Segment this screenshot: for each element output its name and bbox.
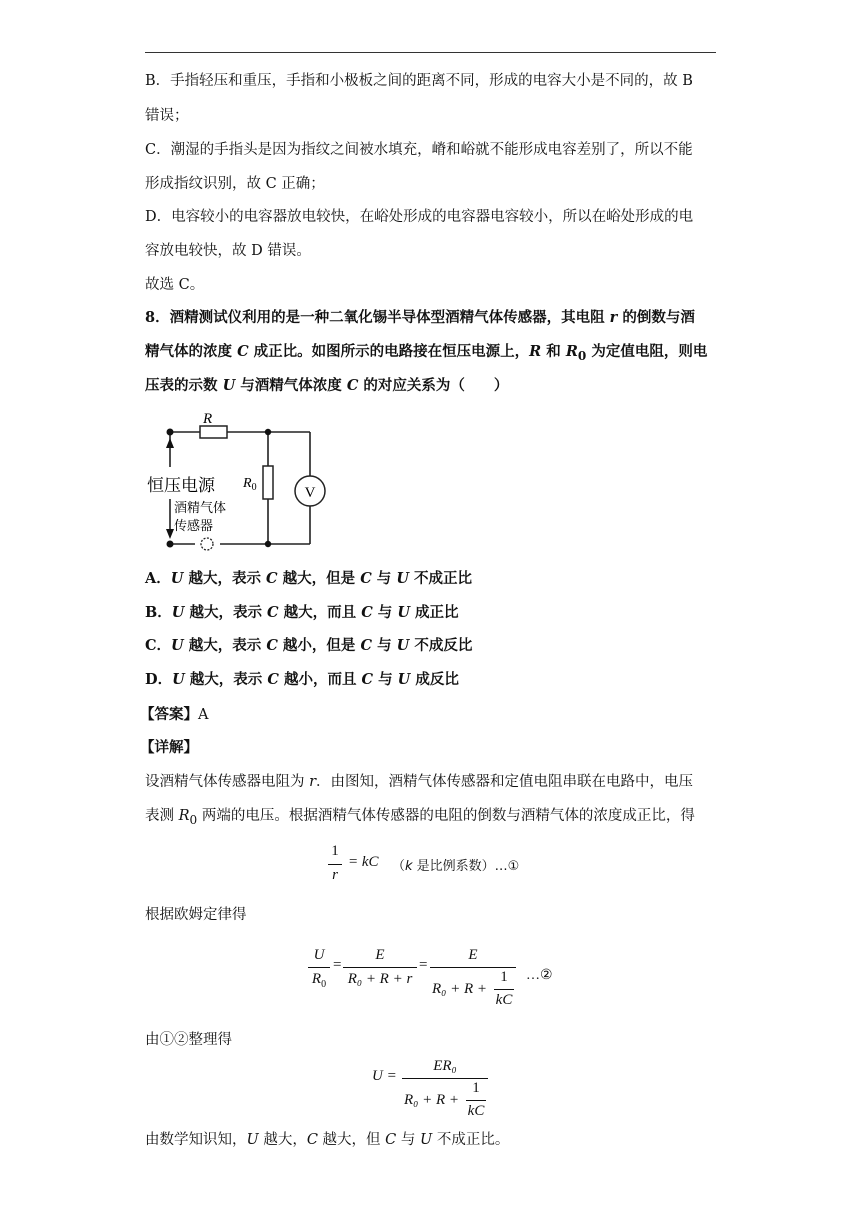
eq2-mid-num: E (375, 947, 385, 963)
eq2-rhs-den: R₀ + R + (432, 981, 488, 997)
header-rule (145, 52, 716, 53)
circuit-diagram (145, 405, 345, 555)
eq1-rhs: = kC (348, 854, 379, 870)
explain-label: 【详解】 (140, 739, 198, 756)
eq3-lhs: U = (372, 1068, 397, 1084)
resistor-r (200, 426, 227, 438)
resistor-r0 (263, 466, 273, 499)
prev-option-c-line2: 形成指纹识别，故 C 正确； (145, 176, 325, 192)
eq3-inner-num: 1 (472, 1080, 480, 1096)
arrow-down-icon (166, 529, 174, 539)
sensor-icon (201, 538, 213, 550)
equation-2: U $R_0$ = E R₀ + R + r = E R₀ + R + 1 kC …② (308, 947, 588, 1015)
source-label: 恒压电源 (147, 476, 215, 496)
terminal-bottom-left (167, 541, 174, 548)
equation-3 (372, 1058, 512, 1126)
prev-option-d-line1: D．电容较小的电容器放电较快，在峪处形成的电容器电容较小，所以在峪处形成的电 (145, 209, 694, 225)
eq2-inner-den: kC (495, 992, 513, 1008)
sensor-label-1: 酒精气体 (174, 501, 227, 516)
prev-conclusion: 故选 C。 (145, 277, 205, 293)
eq2-note: …② (526, 968, 553, 983)
voltmeter-label: V (304, 485, 316, 501)
eq3-den: R₀ + R + (404, 1092, 460, 1108)
eq1-numerator: 1 (331, 843, 339, 859)
question-line-1: 8．酒精测试仪利用的是一种二氧化锡半导体型酒精气体传感器，其电阻 r 的倒数与酒 (145, 309, 695, 326)
explain-line-2: 表测 $R_0$ 两端的电压。根据酒精气体传感器的电阻的倒数与酒精气体的浓度成正比，得 (145, 808, 695, 827)
combine-line: 由①②整理得 (145, 1032, 232, 1048)
label-r0: $R_0$ (243, 476, 257, 493)
eq1-denominator: r (332, 867, 338, 883)
eq2-lhs-num: U (313, 947, 325, 963)
eq2-inner-num: 1 (500, 969, 508, 985)
eq2-mid-den: R₀ + R + r (347, 971, 413, 987)
question-line-3: 压表的示数 U 与酒精气体浓度 C 的对应关系为（ ） (145, 377, 509, 394)
ohm-law-line: 根据欧姆定律得 (145, 907, 247, 923)
eq3-num: ER₀ (433, 1058, 457, 1074)
eq3-inner-den: kC (467, 1103, 485, 1119)
final-line: 由数学知识知，U 越大，C 越大，但 C 与 U 不成正比。 (145, 1132, 510, 1148)
eq2-lhs-den: $R_0$ (311, 971, 327, 990)
eq2-rhs-num: E (468, 947, 478, 963)
question-line-2: 精气体的浓度 C 成正比。如图所示的电路接在恒压电源上，R 和 $R_0$ 为定值电阻，则电 (145, 343, 708, 363)
prev-option-c-line1: C．潮湿的手指头是因为指纹之间被水填充，嵴和峪就不能形成电容差别了，所以不能 (145, 142, 693, 158)
option-a: A．U 越大，表示 C 越大，但是 C 与 U 不成正比 (145, 570, 473, 587)
option-d: D．U 越大，表示 C 越小，而且 C 与 U 成反比 (145, 671, 459, 688)
answer: 【答案】A (140, 706, 209, 723)
option-c: C．U 越大，表示 C 越小，但是 C 与 U 不成反比 (145, 637, 473, 654)
junction-top (265, 429, 271, 435)
terminal-top-left (167, 429, 174, 436)
equation-1 (328, 843, 588, 891)
explain-line-1: 设酒精气体传感器电阻为 r．由图知，酒精气体传感器和定值电阻串联在电路中，电压 (145, 774, 694, 790)
prev-option-b-line2: 错误； (145, 108, 189, 124)
arrow-up-icon (166, 438, 174, 448)
prev-option-b-line1: B．手指轻压和重压，手指和小极板之间的距离不同，形成的电容大小是不同的，故 B (145, 73, 693, 89)
junction-bottom (265, 541, 271, 547)
sensor-label-2: 传感器 (174, 519, 214, 534)
option-b: B．U 越大，表示 C 越大，而且 C 与 U 成正比 (145, 604, 459, 621)
eq1-note: （k 是比例系数）…① (392, 859, 520, 874)
prev-option-d-line2: 容放电较快，故 D 错误。 (145, 243, 311, 259)
label-r: R (203, 411, 213, 427)
